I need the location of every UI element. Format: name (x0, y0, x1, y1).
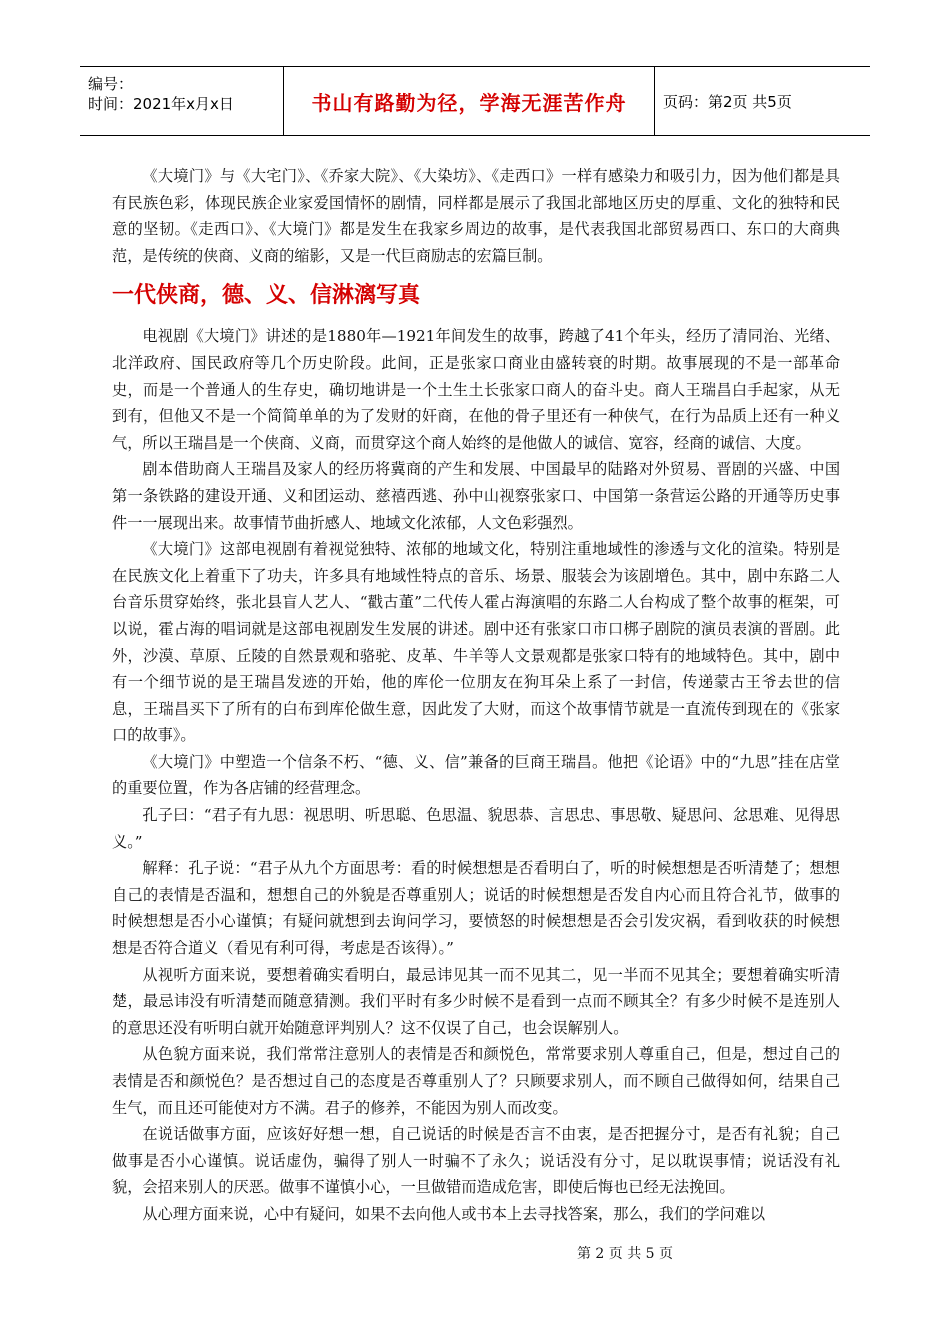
paragraph: 《大境门》中塑造一个信条不朽、“德、义、信”兼备的巨商王瑞昌。他把《论语》中的“九思”挂在店堂的重要位置，作为各店铺的经营理念。 (112, 752, 840, 798)
footer-page-number: 第 2 页 共 5 页 (576, 1246, 674, 1262)
page-info: 页码：第2页 共5页 (663, 92, 792, 111)
paragraph: 在说话做事方面，应该好好想一想，自己说话的时候是否言不由衷，是否把握分寸，是否有礼貌；自己做事是否小心谨慎。说话虚伪，骗得了别人一时骗不了永久；说话没有分寸，足以耽误事情；说话没有礼貌，会招来别人的厌恶。做事不谨慎小心，一旦做错而造成危害，即使后悔也已经无法挽回。 (112, 1125, 840, 1197)
paragraph: 剧本借助商人王瑞昌及家人的经历将冀商的产生和发展、中国最早的陆路对外贸易、晋剧的兴盛、中国第一条铁路的建设开通、义和团运动、慈禧西逃、孙中山视察张家口、中国第一条营运公路的开通等历史事件一一展现出来。故事情节曲折感人、地域文化浓郁，人文色彩强烈。 (112, 460, 840, 532)
paragraph: 从心理方面来说，心中有疑问，如果不去向他人或书本上去寻找答案，那么，我们的学问难以 (142, 1204, 766, 1223)
motto: 书山有路勤为径，学海无涯苦作舟 (311, 90, 627, 115)
paragraph: 解释：孔子说：“君子从九个方面思考：看的时候想想是否看明白了，听的时候想想是否听清楚了；想想自己的表情是否温和，想想自己的外貌是否尊重别人；说话的时候想想是否发自内心而且符合礼节，做事的时候想想是否小心谨慎；有疑问就想到去询问学习，要愤怒的时候想想是否会引发灾祸，看到收获的时候想想是否符合道义（看见有利可得，考虑是否该得）。” (112, 859, 840, 958)
page-footer (0, 1243, 950, 1263)
paragraph: 从色貌方面来说，我们常常注意别人的表情是否和颜悦色，常常要求别人尊重自己，但是，想过自己的表情是否和颜悦色？是否想过自己的态度是否尊重别人了？只顾要求别人，而不顾自己做得如何，结果自己生气，而且还可能使对方不满。君子的修养，不能因为别人而改变。 (112, 1045, 840, 1117)
header-meta-cell (80, 67, 284, 135)
document-body (112, 163, 840, 1228)
header-motto-cell (284, 67, 655, 135)
intro-paragraph: 《大境门》与《大宅门》、《乔家大院》、《大染坊》、《走西口》一样有感染力和吸引力，因为他们都是具有民族色彩，体现民族企业家爱国情怀的剧情，同样都是展示了我国北部地区历史的厚重、文化的独特和民意的坚韧。《走西口》、《大境门》都是发生在我家乡周边的故事，是代表我国北部贸易西口、东口的大商典范，是传统的侠商、义商的缩影，又是一代巨商励志的宏篇巨制。 (112, 167, 840, 265)
paragraph: 电视剧《大境门》讲述的是1880年—1921年间发生的故事，跨越了41个年头，经历了清同治、光绪、北洋政府、国民政府等几个历史阶段。此间，正是张家口商业由盛转衰的时期。故事展现的不是一部革命史，而是一个普通人的生存史，确切地讲是一个土生土长张家口商人的奋斗史。商人王瑞昌白手起家，从无到有，但他又不是一个简简单单的为了发财的奸商，在他的骨子里还有一种侠气，在行为品质上还有一种义气，所以王瑞昌是一个侠商、义商，而贯穿这个商人始终的是他做人的诚信、宽容，经商的诚信、大度。 (112, 327, 840, 452)
header-page-cell (655, 67, 870, 135)
section-title: 一代侠商，德、义、信淋漓写真 (112, 283, 421, 309)
time-label: 时间：2021年x月x日 (88, 95, 234, 113)
number-label: 编号： (88, 75, 134, 93)
paragraph: 孔子曰：“君子有九思：视思明、听思聪、色思温、貌思恭、言思忠、事思敬、疑思问、忿思难、见得思义。” (112, 806, 840, 851)
page-header (80, 66, 870, 136)
paragraph: 《大境门》这部电视剧有着视觉独特、浓郁的地域文化，特别注重地域性的渗透与文化的渲染。特别是在民族文化上着重下了功夫，许多具有地域性特点的音乐、场景、服装会为该剧增色。其中，剧中东路二人台音乐贯穿始终，张北县盲人艺人、“戳古董”二代传人霍占海演唱的东路二人台构成了整个故事的框架，可以说，霍占海的唱词就是这部电视剧发生发展的讲述。剧中还有张家口市口梆子剧院的演员表演的晋剧。此外，沙漠、草原、丘陵的自然景观和骆驼、皮革、牛羊等人文景观都是张家口特有的地域特色。其中，剧中有一个细节说的是王瑞昌发迹的开始，他的库伦一位朋友在狗耳朵上系了一封信，传递蒙古王爷去世的信息，王瑞昌买下了所有的白布到库伦做生意，因此发了大财，而这个故事情节就是一直流传到现在的《张家口的故事》。 (112, 540, 840, 745)
paragraph: 从视听方面来说，要想着确实看明白，最忌讳见其一而不见其二，见一半而不见其全；要想着确实听清楚，最忌讳没有听清楚而随意猜测。我们平时有多少时候不是看到一点而不顾其全？有多少时候不是连别人的意思还没有听明白就开始随意评判别人？这不仅误了自己，也会误解别人。 (112, 965, 840, 1037)
